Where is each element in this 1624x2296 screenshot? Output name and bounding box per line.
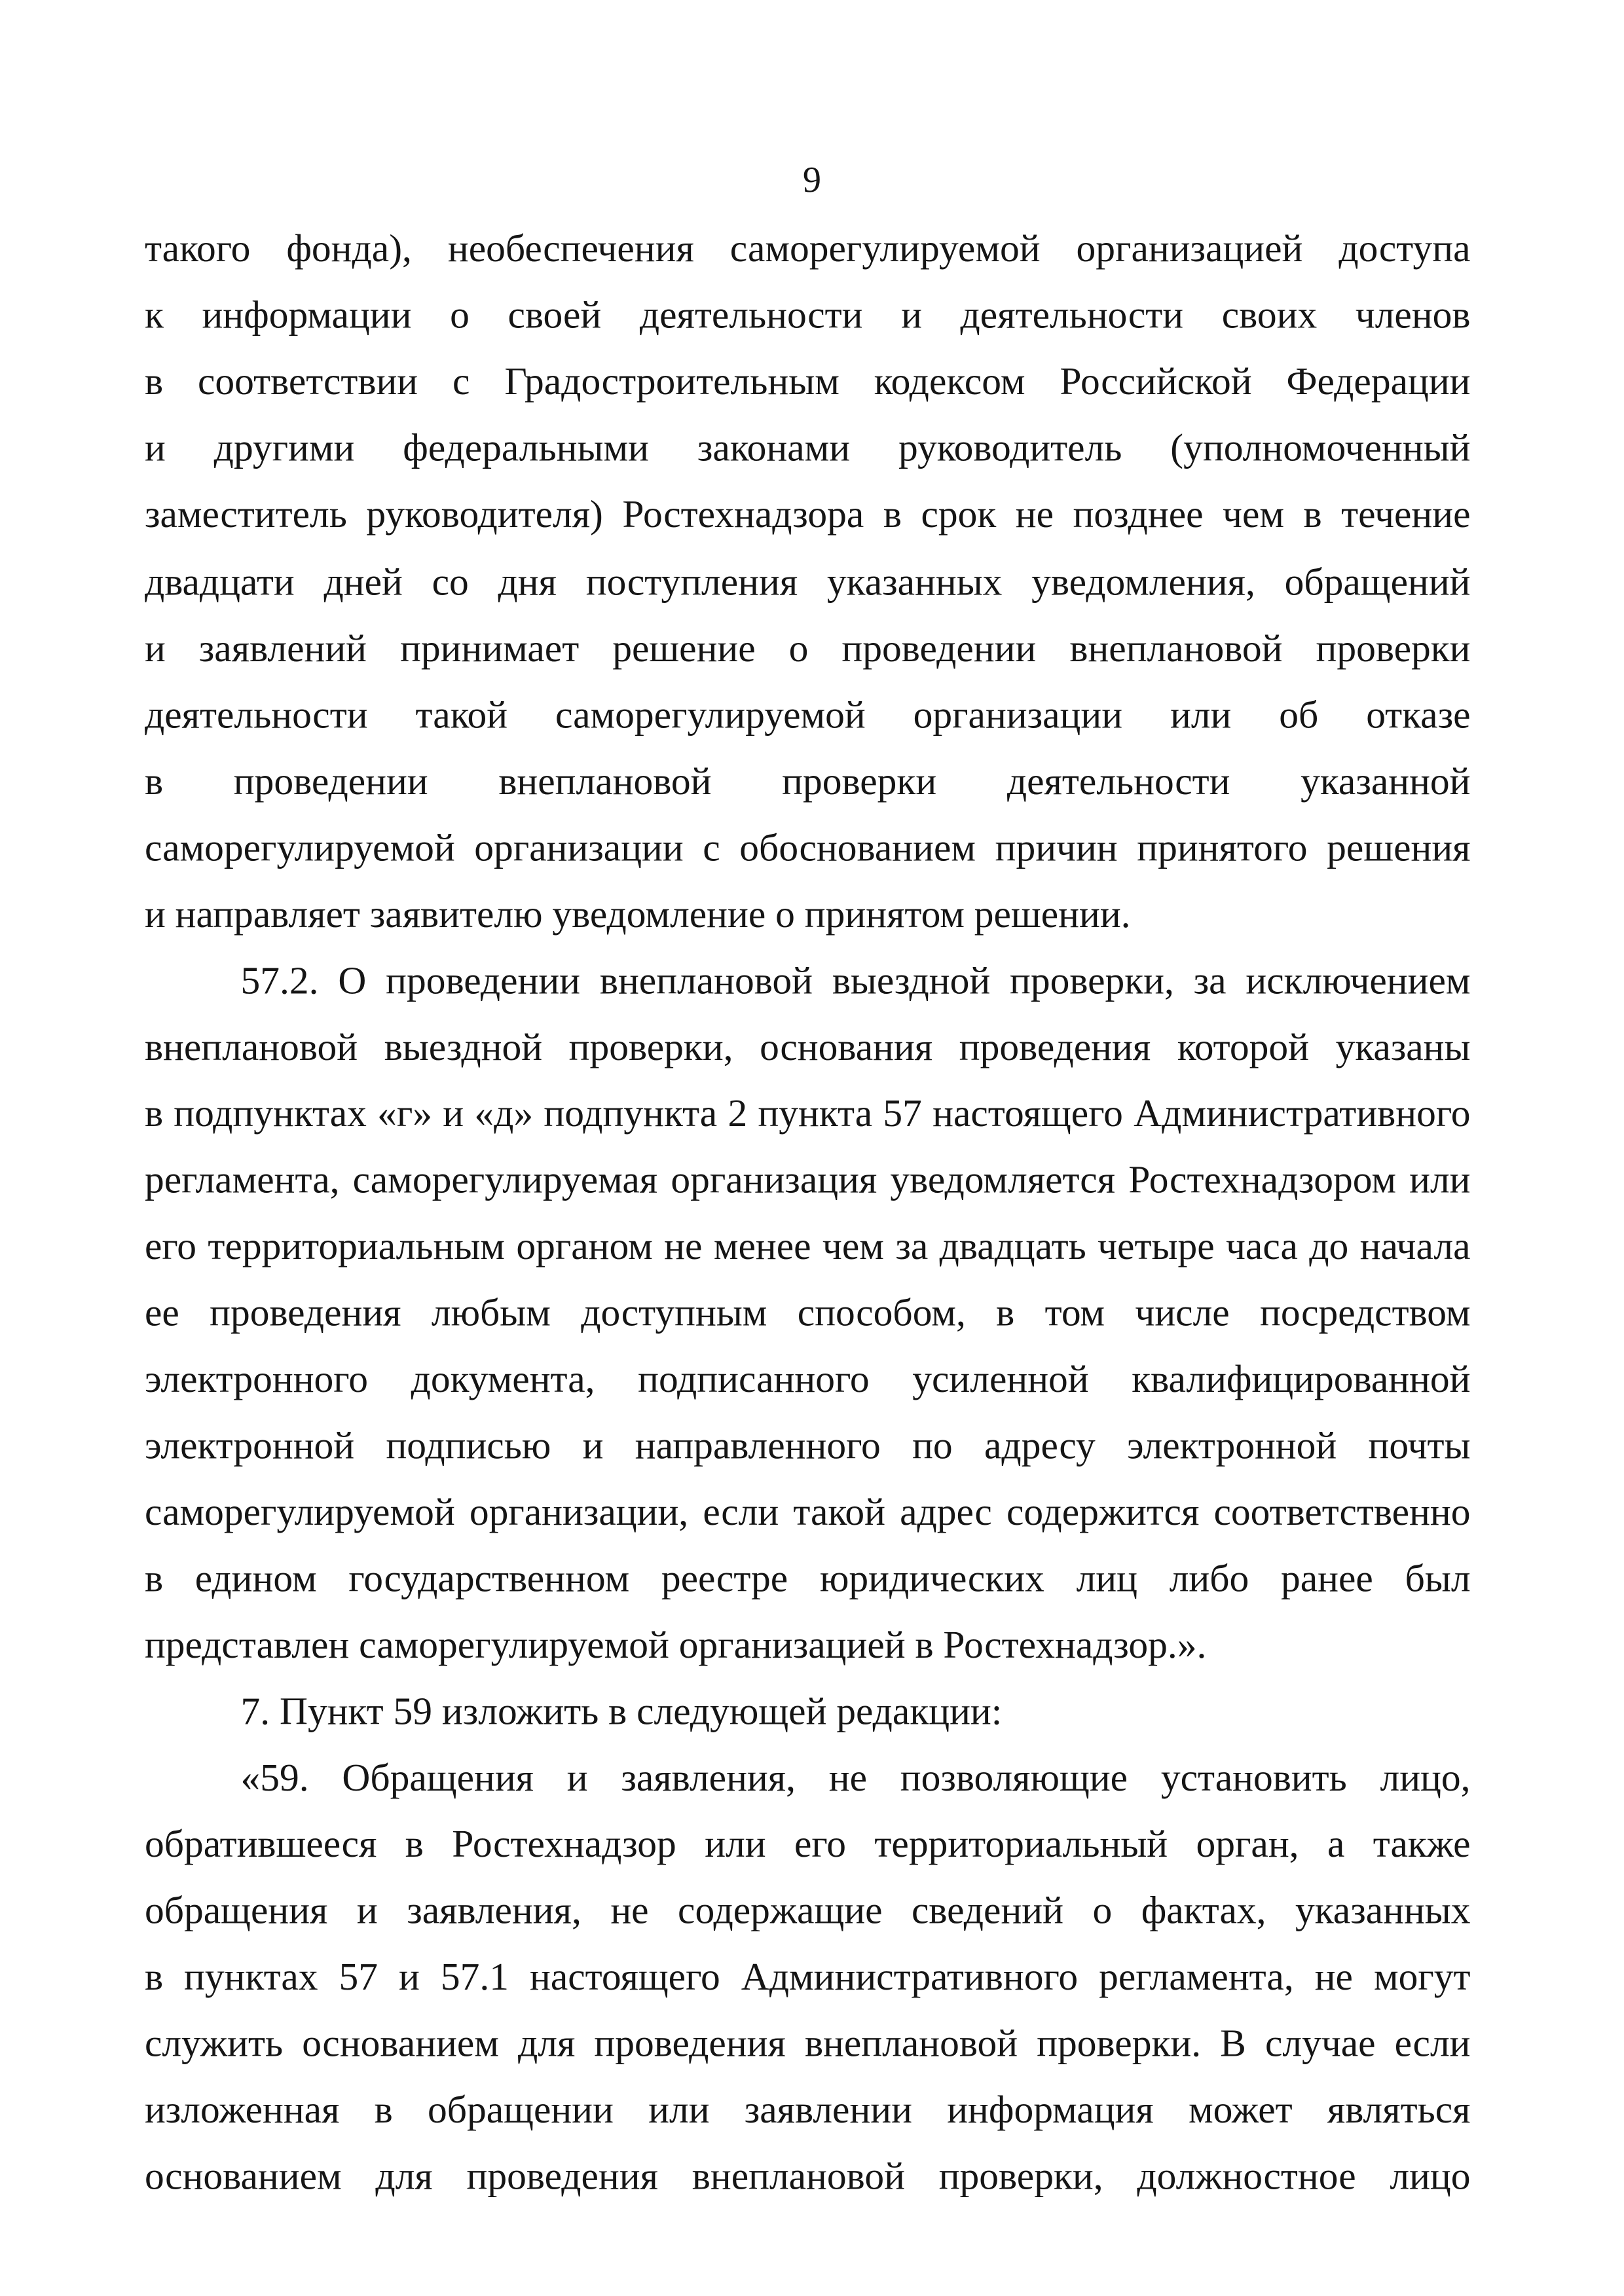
text-line: внеплановой выездной проверки, основания проведения которой указаны bbox=[144, 1024, 1471, 1069]
text-line: в подпунктах «г» и «д» подпункта 2 пункта 57 настоящего Административного bbox=[144, 1091, 1471, 1135]
text-line: основанием для проведения внеплановой проверки, должностное лицо bbox=[144, 2153, 1471, 2198]
text-line: обратившееся в Ростехнадзор или его территориальный орган, а также bbox=[144, 1821, 1471, 1866]
text-line: регламента, саморегулируемая организация уведомляется Ростехнадзором или bbox=[144, 1157, 1471, 1202]
text-line: в едином государственном реестре юридических лиц либо ранее был bbox=[144, 1556, 1471, 1600]
text-line: «59. Обращения и заявления, не позволяющие установить лицо, bbox=[240, 1755, 1471, 1800]
text-line: и заявлений принимает решение о проведении внеплановой проверки bbox=[144, 625, 1471, 670]
text-line: и направляет заявителю уведомление о принятом решении. bbox=[144, 891, 1131, 936]
text-line: электронного документа, подписанного усиленной квалифицированной bbox=[144, 1356, 1471, 1401]
text-line: заместитель руководителя) Ростехнадзора в срок не позднее чем в течение bbox=[144, 491, 1471, 536]
text-line: в проведении внеплановой проверки деятельности указанной bbox=[144, 758, 1471, 803]
text-line: обращения и заявления, не содержащие сведений о фактах, указанных bbox=[144, 1887, 1471, 1933]
text-line: представлен саморегулируемой организацией в Ростехнадзор.». bbox=[144, 1622, 1207, 1667]
text-line: к информации о своей деятельности и деятельности своих членов bbox=[144, 292, 1471, 337]
text-line: деятельности такой саморегулируемой организации или об отказе bbox=[144, 692, 1471, 737]
text-line: его территориальным органом не менее чем за двадцать четыре часа до начала bbox=[144, 1224, 1471, 1268]
text-line: такого фонда), необеспечения саморегулируемой организацией доступа bbox=[144, 225, 1471, 270]
text-line: саморегулируемой организации, если такой адрес содержится соответственно bbox=[144, 1489, 1471, 1534]
text-line: изложенная в обращении или заявлении информация может являться bbox=[144, 2086, 1471, 2132]
text-line: двадцати дней со дня поступления указанных уведомления, обращений bbox=[144, 559, 1471, 604]
text-line: и другими федеральными законами руководитель (уполномоченный bbox=[144, 425, 1471, 469]
text-line: электронной подписью и направленного по адресу электронной почты bbox=[144, 1423, 1471, 1468]
text-line: в пунктах 57 и 57.1 настоящего Административного регламента, не могут bbox=[144, 1954, 1471, 1999]
text-line: в соответствии с Градостроительным кодексом Российской Федерации bbox=[144, 358, 1471, 403]
text-line: саморегулируемой организации с обоснованием причин принятого решения bbox=[144, 825, 1471, 869]
text-line: 57.2. О проведении внеплановой выездной проверки, за исключением bbox=[240, 958, 1471, 1002]
page-number: 9 bbox=[802, 160, 822, 201]
text-line: 7. Пункт 59 изложить в следующей редакции: bbox=[240, 1688, 1003, 1733]
text-line: служить основанием для проведения внеплановой проверки. В случае если bbox=[144, 2020, 1471, 2066]
text-line: ее проведения любым доступным способом, в том числе посредством bbox=[144, 1290, 1471, 1335]
